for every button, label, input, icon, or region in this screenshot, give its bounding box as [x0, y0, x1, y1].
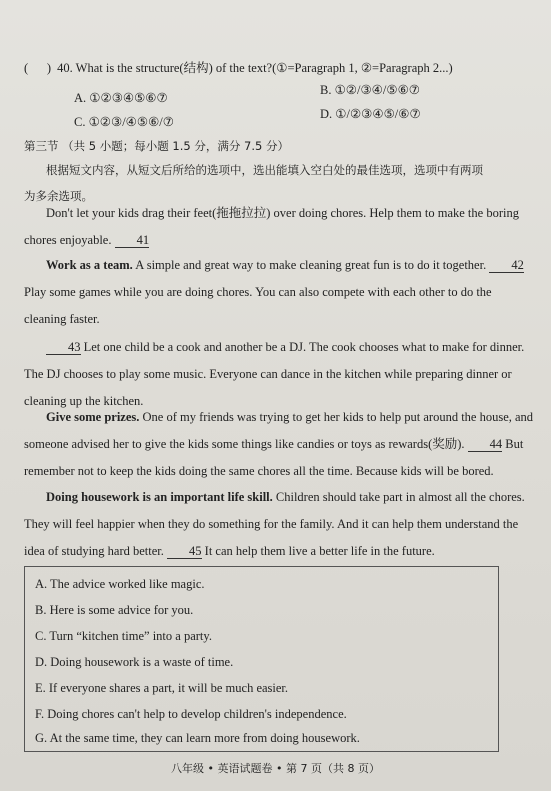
choice-b: B. Here is some advice for you. [35, 603, 194, 617]
passage-paragraph-4: Give some prizes. One of my friends was trying to get her kids to help put around the house, and someone advised her to give the kids some things like candies or toys as rewards(奖励). 44 But remember not to keep the kids doing the same chores all the time. Because kids will be bored. [24, 410, 534, 478]
answer-bracket: ( ) [24, 61, 52, 75]
question-40 [24, 58, 537, 76]
q40-option-d: D. ①/②③④⑤/⑥⑦ [320, 107, 421, 121]
choice-d: D. Doing housework is a waste of time. [35, 655, 234, 669]
section-instruction-line1: 根据短文内容，从短文后所给的选项中，选出能填入空白处的最佳选项，选项中有两项 [46, 163, 483, 177]
choice-g: G. At the same time, they can learn more from doing housework. [35, 731, 360, 745]
page-footer: 八年级 • 英语试题卷 • 第 7 页（共 8 页） [171, 762, 380, 775]
blank-41: 41 [115, 233, 150, 248]
choices-box [24, 566, 499, 752]
passage-paragraph-1: Don't let your kids drag their feet(拖拖拉拉) over doing chores. Help them to make the boring chores enjoyable. 41 [24, 206, 519, 247]
choice-a: A. The advice worked like magic. [35, 577, 205, 591]
choice-f: F. Doing chores can't help to develop children's independence. [35, 707, 347, 721]
choice-e: E. If everyone shares a part, it will be much easier. [35, 681, 289, 695]
passage-paragraph-3: 43 Let one child be a cook and another be a DJ. The cook chooses what to make for dinner. The DJ chooses to play some music. Everyone can dance in the kitchen while preparing dinner or cleaning up the kitchen. [24, 340, 525, 408]
paragraph-heading: Work as a team. [46, 258, 133, 272]
question-40-text: 40. What is the structure(结构) of the text?(①=Paragraph 1, ②=Paragraph 2...) [57, 61, 453, 75]
passage-paragraph-5: Doing housework is an important life skill. Children should take part in almost all the chores. They will feel happier when they do something for the family. And it can help them understand the idea of studying hard better. 45 It can help them live a better life in the future. [24, 490, 525, 558]
section-title: 第三节 （共 5 小题；每小题 1.5 分，满分 7.5 分） [24, 139, 289, 153]
blank-42: 42 [489, 258, 524, 273]
blank-45: 45 [167, 544, 202, 559]
q40-option-c: C. ①②③/④⑤⑥/⑦ [74, 115, 174, 129]
passage-paragraph-2: Work as a team. A simple and great way to make cleaning great fun is to do it together. 42 Play some games while you are doing chores. You can also compete with each other to do the cleaning faster. [24, 258, 524, 326]
section-instruction-line2: 为多余选项。 [24, 189, 93, 203]
paragraph-heading: Doing housework is an important life skill. [46, 490, 273, 504]
blank-43: 43 [46, 340, 81, 355]
q40-option-b: B. ①②/③④/⑤⑥⑦ [320, 83, 420, 97]
paragraph-heading: Give some prizes. [46, 410, 140, 424]
choice-c: C. Turn “kitchen time” into a party. [35, 629, 212, 643]
q40-option-a: A. ①②③④⑤⑥⑦ [74, 91, 168, 105]
blank-44: 44 [468, 437, 503, 452]
